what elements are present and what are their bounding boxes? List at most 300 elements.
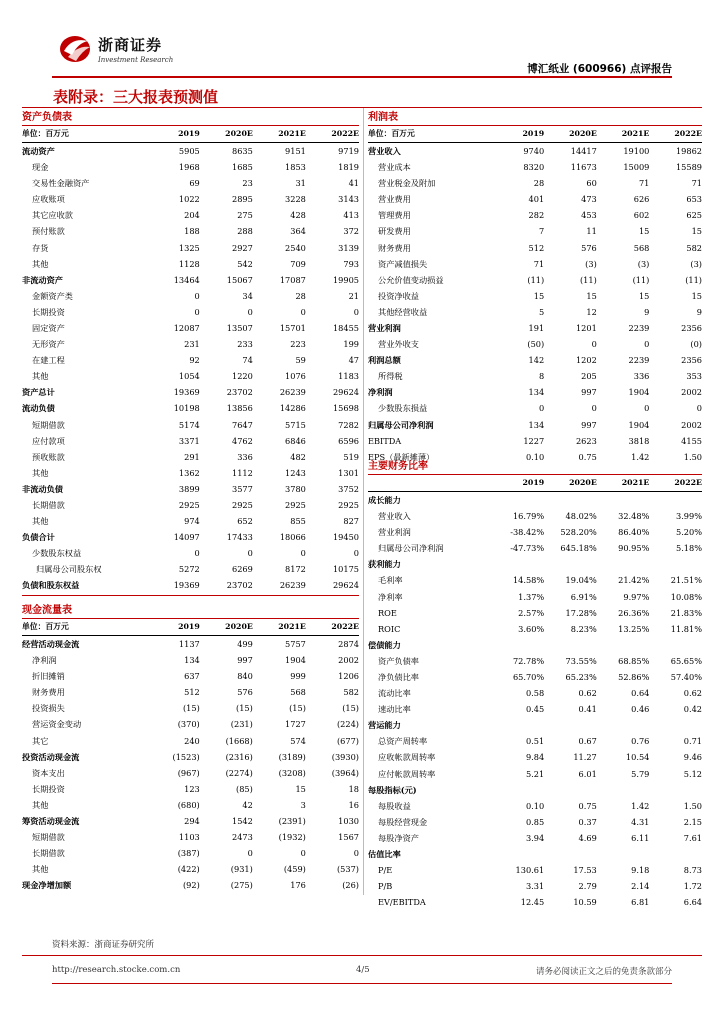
page-title: 表附录：三大报表预测值 xyxy=(53,88,219,106)
cell-value: (3964) xyxy=(331,767,359,778)
cell-value: 59 xyxy=(295,355,306,366)
cell-value: 1206 xyxy=(338,671,359,682)
cell-value: 86.40% xyxy=(618,527,650,538)
table-row xyxy=(368,572,702,588)
cell-value: 1128 xyxy=(178,258,200,269)
table-row xyxy=(368,384,702,400)
row-label: 净利润 xyxy=(32,655,57,666)
cell-value: 1137 xyxy=(178,639,200,649)
cell-value: 65.65% xyxy=(670,655,702,666)
cell-value: 473 xyxy=(581,194,597,205)
cell-value: 17087 xyxy=(279,274,306,285)
cell-value: 29624 xyxy=(332,387,359,398)
report-title: 博汇纸业 (600966) 点评报告 xyxy=(527,63,672,75)
row-label: 固定资产 xyxy=(32,322,65,333)
row-label: 其它应收款 xyxy=(32,210,73,221)
cell-value: 134 xyxy=(184,655,200,666)
table-row xyxy=(22,829,359,845)
cell-value: 15 xyxy=(691,290,702,301)
cell-value: 1819 xyxy=(338,162,359,173)
table-row xyxy=(368,798,702,814)
cell-value: (1668) xyxy=(225,735,253,746)
year-header: 2020E xyxy=(544,475,597,492)
cell-value: 9 xyxy=(644,306,650,317)
cell-value: 11.27 xyxy=(573,752,597,763)
cell-value: 11 xyxy=(586,226,597,237)
cell-value: 626 xyxy=(633,194,650,205)
cell-value: 512 xyxy=(528,242,545,253)
cell-value: -47.73% xyxy=(510,543,545,554)
cell-value: 10.08% xyxy=(670,591,702,602)
cell-value: 73.55% xyxy=(565,655,597,666)
balance-sheet-table xyxy=(22,126,359,594)
cell-value: 0.51 xyxy=(525,736,545,747)
cell-value: 19369 xyxy=(173,387,200,398)
cell-value: 0 xyxy=(194,290,200,301)
cell-value: (92) xyxy=(182,880,200,891)
cell-value: 47 xyxy=(348,355,359,366)
cell-value: 8172 xyxy=(285,564,306,575)
row-label: 投资净收益 xyxy=(378,290,419,301)
table-row xyxy=(368,223,702,239)
cell-value: (370) xyxy=(177,719,200,730)
cell-value: 2925 xyxy=(338,500,359,511)
cell-value: 16.79% xyxy=(512,511,545,522)
cell-value: (422) xyxy=(177,864,200,875)
cell-value: 15 xyxy=(638,226,650,237)
table-row xyxy=(368,588,702,604)
cell-value xyxy=(492,717,545,733)
cell-value: 0 xyxy=(300,848,306,859)
cell-value: 997 xyxy=(581,387,597,398)
data-source: 资料来源：浙商证券研究所 xyxy=(52,940,155,950)
cell-value: 855 xyxy=(290,516,306,527)
cell-value: 11673 xyxy=(570,162,597,173)
cell-value: 10198 xyxy=(173,403,200,414)
income-table xyxy=(368,126,702,465)
cell-value: (11) xyxy=(527,274,545,285)
table-row xyxy=(22,845,359,861)
row-label: 其它 xyxy=(32,735,49,746)
cell-value: 65.70% xyxy=(512,671,545,682)
row-label: 其他 xyxy=(32,371,49,382)
cell-value: 512 xyxy=(184,687,200,698)
cell-value: 21.42% xyxy=(618,575,650,586)
cell-value: 5174 xyxy=(178,419,200,430)
source-divider xyxy=(22,955,702,956)
row-label: 长期借款 xyxy=(32,848,65,859)
cell-value: 3.94 xyxy=(525,832,545,843)
cell-value: 19905 xyxy=(332,274,359,285)
row-label: 营业税金及附加 xyxy=(378,178,436,189)
cell-value: 15 xyxy=(586,290,597,301)
cell-value: (3) xyxy=(690,258,702,269)
row-label: 所得税 xyxy=(378,371,403,382)
cell-value: 5.21 xyxy=(525,768,545,779)
cell-value: 3228 xyxy=(285,194,306,205)
cell-value: 15067 xyxy=(226,274,253,285)
cell-value: 519 xyxy=(343,451,359,462)
cell-value xyxy=(597,492,650,509)
cell-value: 90.95% xyxy=(618,543,650,554)
cell-value: 31 xyxy=(295,178,306,189)
cell-value: 10175 xyxy=(332,564,359,575)
table-row xyxy=(368,669,702,685)
cell-value: 6.11 xyxy=(631,832,650,843)
cell-value xyxy=(544,846,597,862)
cell-value: 7282 xyxy=(338,419,359,430)
table-row xyxy=(368,862,702,878)
row-label: 流动资产 xyxy=(22,146,55,156)
row-label: 其他 xyxy=(32,467,49,478)
table-row xyxy=(22,465,359,481)
cell-value xyxy=(597,717,650,733)
table-header-row xyxy=(368,126,702,143)
row-label: 营业收入 xyxy=(378,511,411,522)
cell-value: 0 xyxy=(353,306,359,317)
table-row xyxy=(368,143,702,160)
section-divider xyxy=(22,595,359,596)
table-row xyxy=(368,556,702,572)
cell-value: 1325 xyxy=(178,242,200,253)
cell-value xyxy=(544,492,597,509)
cell-value: 1.42 xyxy=(631,800,650,811)
balance-sheet-title: 资产负债表 xyxy=(22,110,359,126)
cell-value: 0 xyxy=(247,848,253,859)
row-label: 获利能力 xyxy=(368,559,401,570)
cell-value: 2895 xyxy=(231,194,253,205)
cell-value: 3.60% xyxy=(518,623,545,634)
row-label: EPS（最新摊薄） xyxy=(368,451,435,462)
cell-value: 9.97% xyxy=(623,591,650,602)
row-label: ROIC xyxy=(378,623,401,634)
table-row xyxy=(22,861,359,877)
cell-value: 231 xyxy=(184,339,200,350)
cell-value: 3143 xyxy=(338,194,359,205)
table-row xyxy=(368,207,702,223)
cell-value: 0.45 xyxy=(525,704,545,715)
cell-value: 1.42 xyxy=(631,451,650,462)
cell-value: 26239 xyxy=(279,580,306,591)
cell-value: 625 xyxy=(686,210,702,221)
cell-value: 0.58 xyxy=(525,688,545,699)
row-label: 无形资产 xyxy=(32,339,65,350)
cell-value: 336 xyxy=(237,451,253,462)
cell-value: 275 xyxy=(237,210,253,221)
cell-value: 1904 xyxy=(628,419,650,430)
cell-value: 9.46 xyxy=(683,752,702,763)
cell-value: 42 xyxy=(242,799,253,810)
cell-value: 2239 xyxy=(628,322,650,333)
cell-value: 2473 xyxy=(231,832,253,843)
cell-value: 453 xyxy=(581,210,597,221)
row-label: 少数股东损益 xyxy=(378,403,428,414)
row-label: 应付款项 xyxy=(32,435,65,446)
cell-value: 11.81% xyxy=(670,623,702,634)
table-row xyxy=(22,417,359,433)
cell-value: 21 xyxy=(348,290,359,301)
cell-value: 60 xyxy=(586,178,597,189)
row-label: P/E xyxy=(378,865,393,876)
cell-value: 2356 xyxy=(681,355,702,366)
row-label: 现金净增加额 xyxy=(22,880,72,891)
year-header: 2020E xyxy=(200,619,253,636)
cell-value: 0.64 xyxy=(631,688,650,699)
table-row xyxy=(368,508,702,524)
cell-value: 1.72 xyxy=(683,881,702,892)
cell-value: 0.62 xyxy=(578,688,597,699)
cell-value xyxy=(492,492,545,509)
cell-value: 8320 xyxy=(523,162,545,173)
cell-value: 142 xyxy=(528,355,545,366)
cell-value: (11) xyxy=(579,274,597,285)
row-label: 其他 xyxy=(32,516,49,527)
row-label: 流动负债 xyxy=(22,403,55,414)
cell-value: 21.83% xyxy=(670,607,702,618)
cell-value: 13856 xyxy=(226,403,253,414)
cell-value: 1054 xyxy=(178,371,200,382)
row-label: 资产减值损失 xyxy=(378,258,428,269)
cashflow-table xyxy=(22,619,359,893)
table-row xyxy=(368,846,702,862)
row-label: 少数股东权益 xyxy=(32,548,82,559)
table-row xyxy=(368,830,702,846)
cell-value: 14097 xyxy=(173,532,200,543)
cell-value: 1362 xyxy=(178,467,200,478)
table-row xyxy=(22,529,359,545)
table-row xyxy=(22,700,359,716)
cell-value: 130.61 xyxy=(515,865,545,876)
table-row xyxy=(368,336,702,352)
cell-value: 34 xyxy=(242,290,253,301)
cell-value xyxy=(597,782,650,798)
cell-value: 69 xyxy=(189,178,200,189)
cell-value: 19450 xyxy=(332,532,359,543)
cell-value: 1112 xyxy=(231,467,253,478)
cell-value: 3 xyxy=(300,799,306,810)
row-label: 每股净资产 xyxy=(378,832,419,843)
cell-value: 2.57% xyxy=(518,607,545,618)
cell-value: 7 xyxy=(538,226,545,237)
cell-value: 0 xyxy=(194,306,200,317)
year-header: 2022E xyxy=(306,126,359,143)
year-header: 2019 xyxy=(147,619,200,636)
cell-value: 188 xyxy=(184,226,200,237)
cell-value: 5715 xyxy=(285,419,306,430)
cell-value: (15) xyxy=(289,703,306,714)
table-row xyxy=(368,272,702,288)
cell-value: 1030 xyxy=(338,815,359,826)
table-row xyxy=(368,605,702,621)
table-row xyxy=(22,384,359,400)
table-row xyxy=(368,288,702,304)
cell-value: 1227 xyxy=(523,435,545,446)
cell-value: (224) xyxy=(336,719,359,730)
cell-value: 92 xyxy=(189,355,200,366)
row-label: 现金 xyxy=(32,162,49,173)
footer-disclaimer: 请务必阅读正文之后的免责条款部分 xyxy=(535,967,672,977)
company-logo xyxy=(58,33,173,65)
cell-value: (15) xyxy=(182,703,200,714)
cell-value: 0 xyxy=(247,306,253,317)
cell-value: 14417 xyxy=(570,146,597,156)
cell-value: 9 xyxy=(696,306,702,317)
cell-value: 353 xyxy=(686,371,702,382)
cell-value: 1853 xyxy=(285,162,306,173)
cell-value: 18455 xyxy=(332,322,359,333)
cell-value: 0.75 xyxy=(578,800,597,811)
table-row xyxy=(368,400,702,416)
cell-value: 71 xyxy=(691,178,702,189)
cell-value: 16 xyxy=(348,799,359,810)
cell-value: 1542 xyxy=(231,815,253,826)
cell-value: 997 xyxy=(237,655,253,666)
cell-value: (537) xyxy=(336,864,359,875)
cell-value: 0 xyxy=(591,403,597,414)
row-label: 应收帐款周转率 xyxy=(378,752,436,763)
table-header-row xyxy=(368,475,702,492)
row-label: 在建工程 xyxy=(32,355,65,366)
cell-value: 2927 xyxy=(231,242,253,253)
row-label: 速动比率 xyxy=(378,704,411,715)
cell-value: 364 xyxy=(290,226,306,237)
cell-value: 1301 xyxy=(338,467,359,478)
cell-value: 205 xyxy=(581,371,597,382)
cell-value: 28 xyxy=(295,290,306,301)
row-label: 资产总计 xyxy=(22,387,55,398)
cell-value: 3899 xyxy=(178,483,200,494)
cell-value: 1076 xyxy=(285,371,306,382)
cell-value: 0 xyxy=(194,548,200,559)
cell-value: 8.23% xyxy=(570,623,597,634)
cell-value: 204 xyxy=(184,210,200,221)
cell-value: 428 xyxy=(290,210,306,221)
cell-value: (50) xyxy=(527,339,545,350)
cell-value: 2239 xyxy=(628,355,650,366)
footer-divider xyxy=(52,983,672,984)
table-row xyxy=(22,368,359,384)
cell-value: 1.50 xyxy=(683,800,702,811)
cell-value: 0.71 xyxy=(683,736,702,747)
row-label: 归属母公司净利润 xyxy=(378,543,444,554)
footer-url[interactable]: http://research.stocke.com.cn xyxy=(52,965,181,975)
cell-value: (85) xyxy=(236,783,253,794)
cell-value: 13.25% xyxy=(618,623,650,634)
table-row xyxy=(368,256,702,272)
cell-value: 582 xyxy=(343,687,359,698)
cell-value: 2.15 xyxy=(683,816,702,827)
cell-value: (967) xyxy=(177,767,200,778)
cashflow-panel xyxy=(22,603,359,893)
cell-value: 576 xyxy=(237,687,253,698)
row-label: 财务费用 xyxy=(378,242,411,253)
row-label: 公允价值变动损益 xyxy=(378,274,444,285)
cell-value: 9.84 xyxy=(525,752,545,763)
table-row xyxy=(22,288,359,304)
table-row xyxy=(22,272,359,288)
cell-value: 0.10 xyxy=(525,800,545,811)
table-row xyxy=(368,749,702,765)
cell-value: 652 xyxy=(237,516,253,527)
cell-value: (680) xyxy=(177,799,200,810)
row-label: 长期借款 xyxy=(32,500,65,511)
cell-value: (677) xyxy=(336,735,359,746)
logo-name: 浙商证券 xyxy=(98,36,163,54)
row-label: 成长能力 xyxy=(368,495,401,505)
cell-value: 2925 xyxy=(285,500,306,511)
cell-value: 18 xyxy=(348,783,359,794)
cell-value: 1201 xyxy=(575,322,597,333)
row-label: 资本支出 xyxy=(32,767,65,778)
cell-value: 29624 xyxy=(332,580,359,591)
table-row xyxy=(22,175,359,191)
cell-value: -38.42% xyxy=(510,527,545,538)
cell-value: 7647 xyxy=(231,419,253,430)
cell-value: 6.01 xyxy=(578,768,597,779)
cell-value: 10.59 xyxy=(573,897,597,908)
cell-value: 2.14 xyxy=(631,881,650,892)
income-panel xyxy=(368,110,702,465)
cell-value: (2274) xyxy=(225,767,253,778)
logo-tagline: Investment Research xyxy=(98,56,174,64)
cell-value: 23702 xyxy=(226,387,253,398)
cell-value: 999 xyxy=(290,671,306,682)
cell-value: 19.04% xyxy=(565,575,597,586)
cell-value: 57.40% xyxy=(670,671,702,682)
cell-value: 0.85 xyxy=(525,816,545,827)
row-label: 存货 xyxy=(32,242,49,253)
cell-value: 5.18% xyxy=(675,543,702,554)
table-row xyxy=(368,701,702,717)
row-label: 短期借款 xyxy=(32,832,65,843)
cell-value: 6.81 xyxy=(631,897,650,908)
row-label: 长期投资 xyxy=(32,306,65,317)
cell-value: 3577 xyxy=(231,483,253,494)
table-row xyxy=(22,513,359,529)
cell-value: 5272 xyxy=(178,564,200,575)
cell-value: 1202 xyxy=(575,355,597,366)
row-label: 毛利率 xyxy=(378,575,403,586)
cell-value xyxy=(544,782,597,798)
row-label: 利润总额 xyxy=(368,355,401,366)
cell-value: 4.31 xyxy=(631,816,650,827)
row-label: 营业利润 xyxy=(368,322,401,333)
row-label: EBITDA xyxy=(368,435,402,446)
row-label: 短期借款 xyxy=(32,419,65,430)
table-header-row xyxy=(22,126,359,143)
cell-value: 14.58% xyxy=(512,575,545,586)
cell-value: 68.85% xyxy=(618,655,650,666)
cell-value: 291 xyxy=(184,451,200,462)
cell-value: 23 xyxy=(242,178,253,189)
cell-value: (387) xyxy=(177,848,200,859)
row-label: 每股经营现金 xyxy=(378,816,428,827)
row-label: 研发费用 xyxy=(378,226,411,237)
row-label: 其他 xyxy=(32,799,49,810)
table-row xyxy=(368,878,702,894)
table-row xyxy=(22,652,359,668)
table-row xyxy=(368,540,702,556)
cell-value: 0.10 xyxy=(525,451,545,462)
table-row xyxy=(368,239,702,255)
cell-value: 0 xyxy=(696,403,702,414)
unit-label: 单位：百万元 xyxy=(368,126,492,143)
ratios-panel xyxy=(368,459,702,910)
cell-value: 542 xyxy=(237,258,253,269)
table-row xyxy=(368,524,702,540)
table-row xyxy=(368,320,702,336)
row-label: 总资产周转率 xyxy=(378,736,428,747)
